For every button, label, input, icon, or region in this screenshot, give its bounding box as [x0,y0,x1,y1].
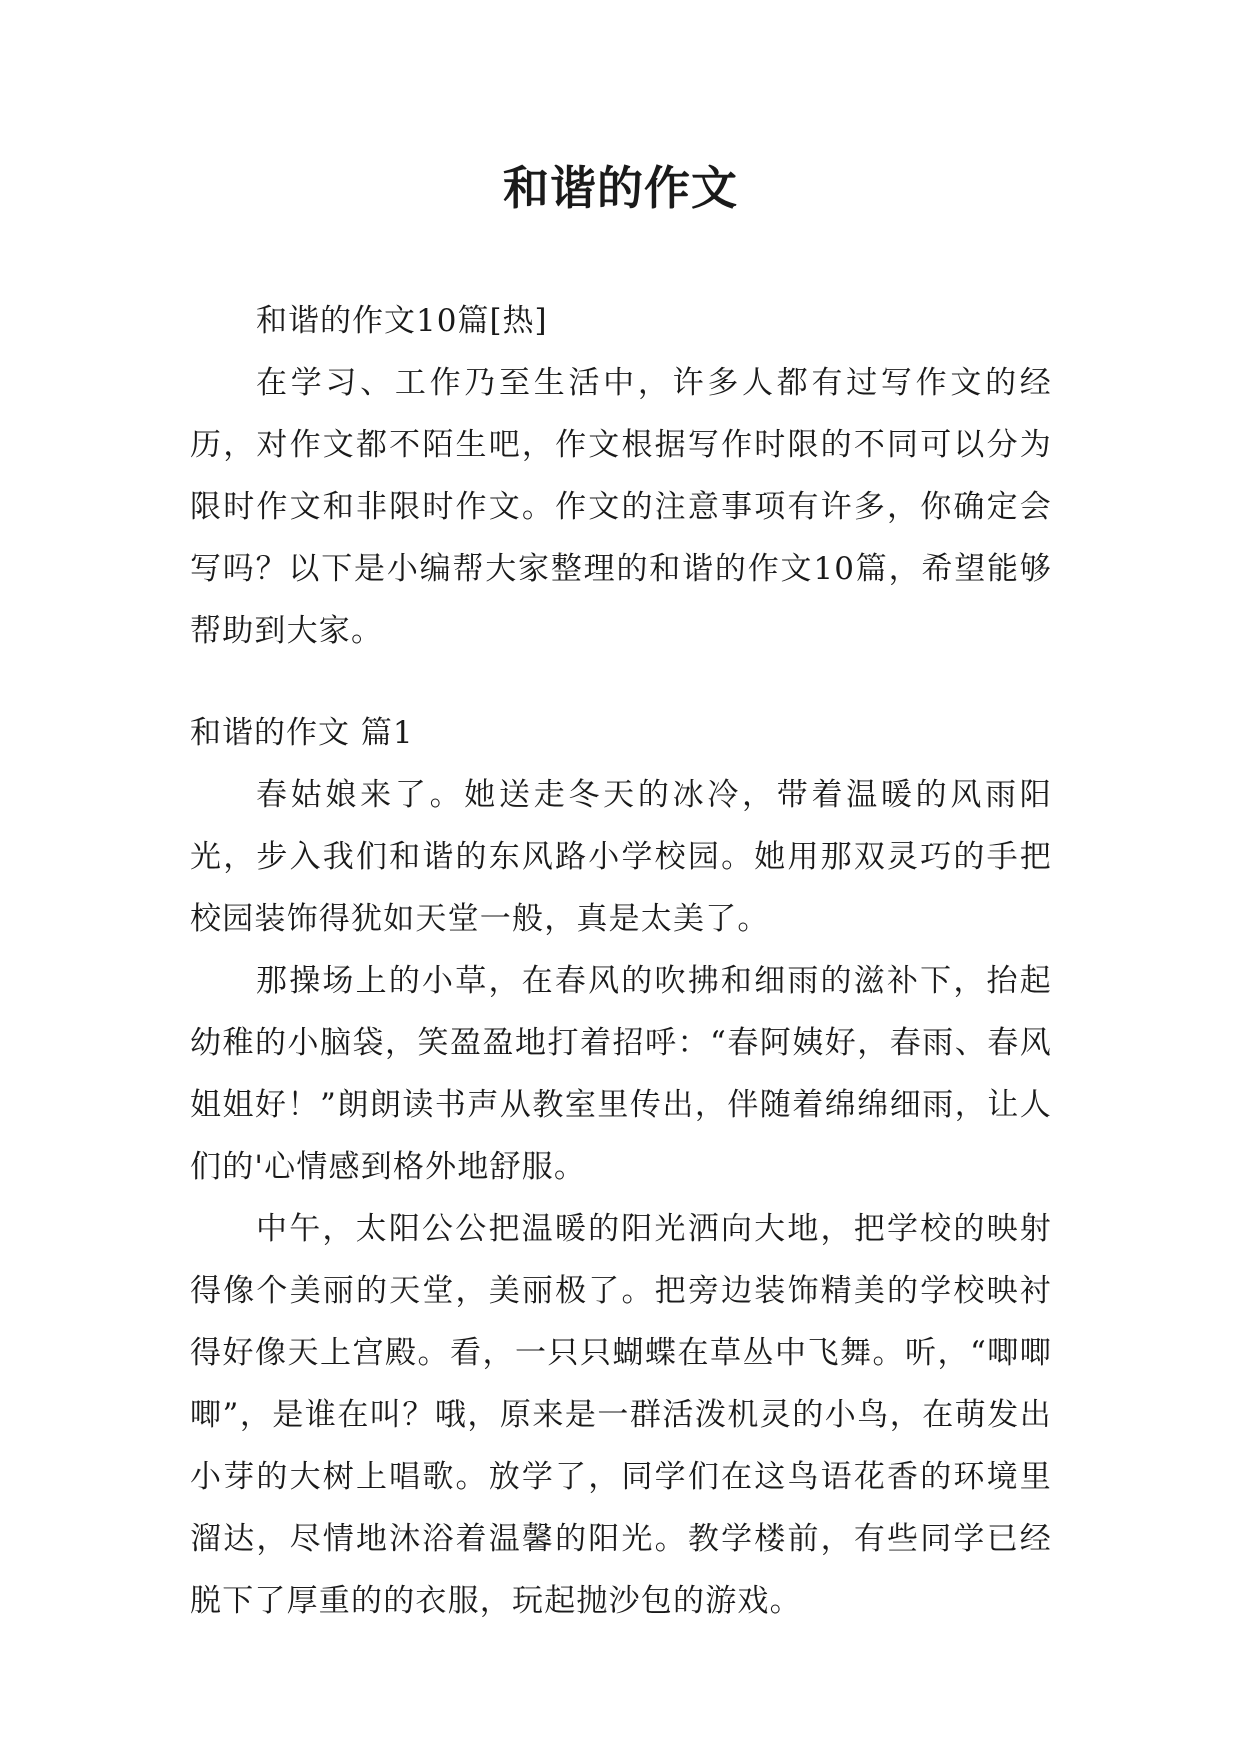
document-title: 和谐的作文 [503,161,738,215]
section-heading: 和谐的作文 篇1 [190,715,414,751]
document-body [190,290,1052,1632]
intro-paragraph: 在学习、工作乃至生活中，许多人都有过写作文的经历，对作文都不陌生吧，作文根据写作时限的不同可以分为限时作文和非限时作文。作文的注意事项有许多，你确定会写吗？以下是小编帮大家整理的和谐的作文10篇，希望能够帮助到大家。 [190,365,1052,649]
body-paragraph: 中午，太阳公公把温暖的阳光洒向大地，把学校的映射得像个美丽的天堂，美丽极了。把旁边装饰精美的学校映衬得好像天上宫殿。看，一只只蝴蝶在草丛中飞舞。听，“唧唧唧”，是谁在叫？哦，原来是一群活泼机灵的小鸟，在萌发出小芽的大树上唱歌。放学了，同学们在这鸟语花香的环境里溜达，尽情地沐浴着温馨的阳光。教学楼前，有些同学已经脱下了厚重的的衣服，玩起抛沙包的游戏。 [190,1211,1052,1619]
body-paragraph: 那操场上的小草，在春风的吹拂和细雨的滋补下，抬起幼稚的小脑袋，笑盈盈地打着招呼：“春阿姨好，春雨、春风姐姐好！”朗朗读书声从教室里传出，伴随着绵绵细雨，让人们的'心情感到格外地舒服。 [190,963,1052,1185]
body-paragraph: 春姑娘来了。她送走冬天的冰冷，带着温暖的风雨阳光，步入我们和谐的东风路小学校园。她用那双灵巧的手把校园装饰得犹如天堂一般，真是太美了。 [190,777,1052,937]
document-subtitle: 和谐的作文10篇[热] [256,303,548,339]
